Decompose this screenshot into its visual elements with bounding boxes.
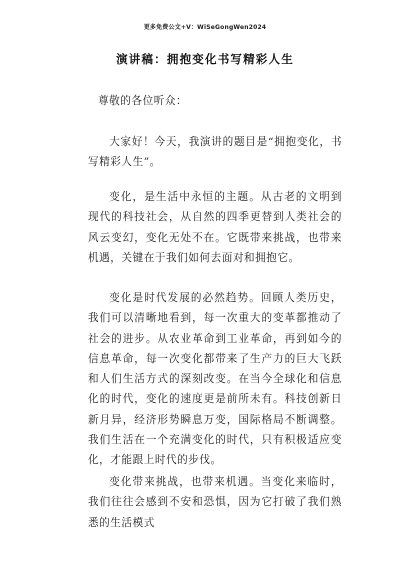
paragraph-2: 变化，是生活中永恒的主题。从古老的文明到现代的科技社会，从自然的四季更替到人类社会的风云变幻，变化无处不在。它既带来挑战，也带来机遇，关键在于我们如何去面对和拥抱它。 (88, 191, 342, 264)
header-note: 更多免费公文+V：WiSeGongWen2024 (143, 24, 267, 31)
paragraph-3: 变化是时代发展的必然趋势。回顾人类历史，我们可以清晰地看到，每一次重大的变革都推动了社会的进步。从农业革命到工业革命，再到如今的信息革命，每一次变化都带来了生产力的巨大飞跃和人们生活方式的深刻改变。在当今全球化和信息化的时代，变化的速度更是前所未有。科技创新日新月异，经济形势瞬息万变，国际格局不断调整。我们生活在一个充满变化的时代，只有积极适应变化，才能跟上时代的步伐。 (88, 292, 342, 467)
paragraph-1: 大家好！今天，我演讲的题目是“拥抱变化，书写精彩人生”。 (88, 136, 342, 169)
paragraph-4: 变化带来挑战，也带来机遇。当变化来临时，我们往往会感到不安和恐惧，因为它打破了我们熟悉的生活模式 (88, 476, 342, 529)
salutation: 尊敬的各位听众： (98, 95, 188, 107)
document-title: 演讲稿：拥抱变化书写精彩人生 (116, 52, 294, 66)
